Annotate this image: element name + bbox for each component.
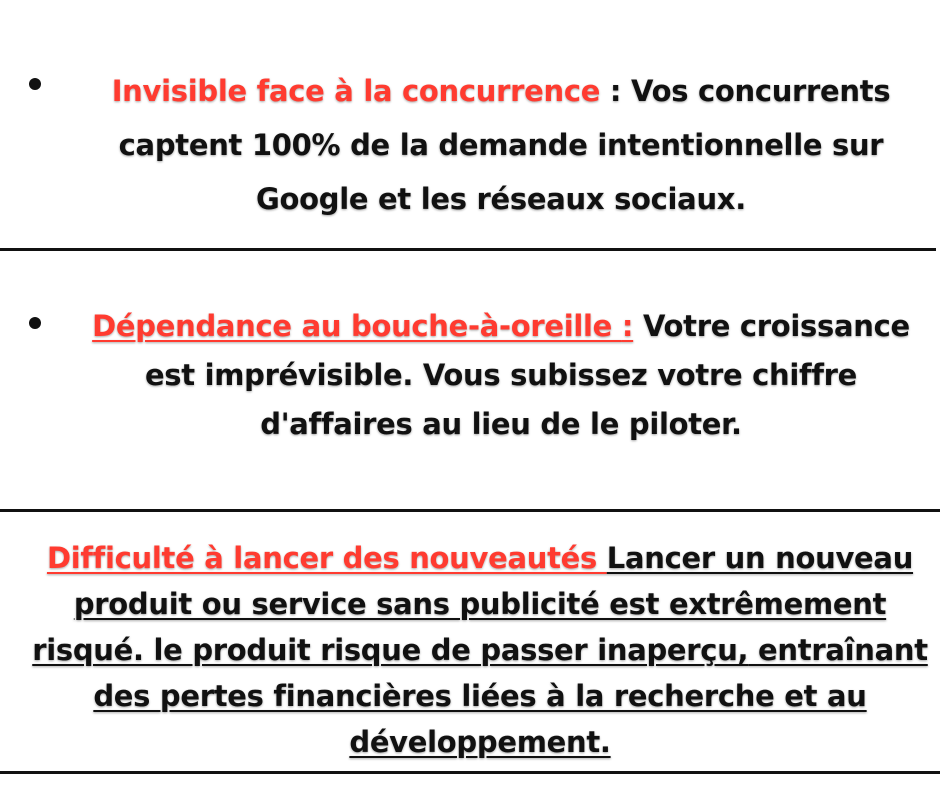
divider-3 (0, 771, 940, 774)
section-3-body: Lancer un nouveau produit ou service sans publicité est extrêmement risqué. le produit risque de passer inaperçu, (32, 541, 914, 667)
bullet-2 (29, 317, 41, 329)
section-1-body: Vos concurrents captent 100% de la demande intentionnelle sur Google et les réseaux sociaux. (118, 74, 891, 216)
divider-1 (0, 248, 936, 251)
bullet-1 (29, 78, 41, 90)
section-1-separator: : (600, 74, 632, 108)
section-2-heading: Dépendance au bouche-à-oreille (92, 309, 622, 343)
section-3-heading: Difficulté à lancer des nouveautés (46, 541, 607, 575)
section-3 (30, 535, 930, 765)
section-2-body: Votre croissance est imprévisible. Vous subissez votre chiffre d'affaires au lieu de le piloter. (144, 309, 910, 441)
section-2 (72, 302, 930, 449)
section-2-separator: : (621, 309, 634, 343)
divider-2 (0, 509, 940, 512)
section-3-body-cont: entraînant des pertes financières liées à la recherche et au développement. (93, 633, 928, 759)
section-1 (68, 64, 934, 226)
section-1-heading: Invisible face à la concurrence (111, 74, 601, 108)
